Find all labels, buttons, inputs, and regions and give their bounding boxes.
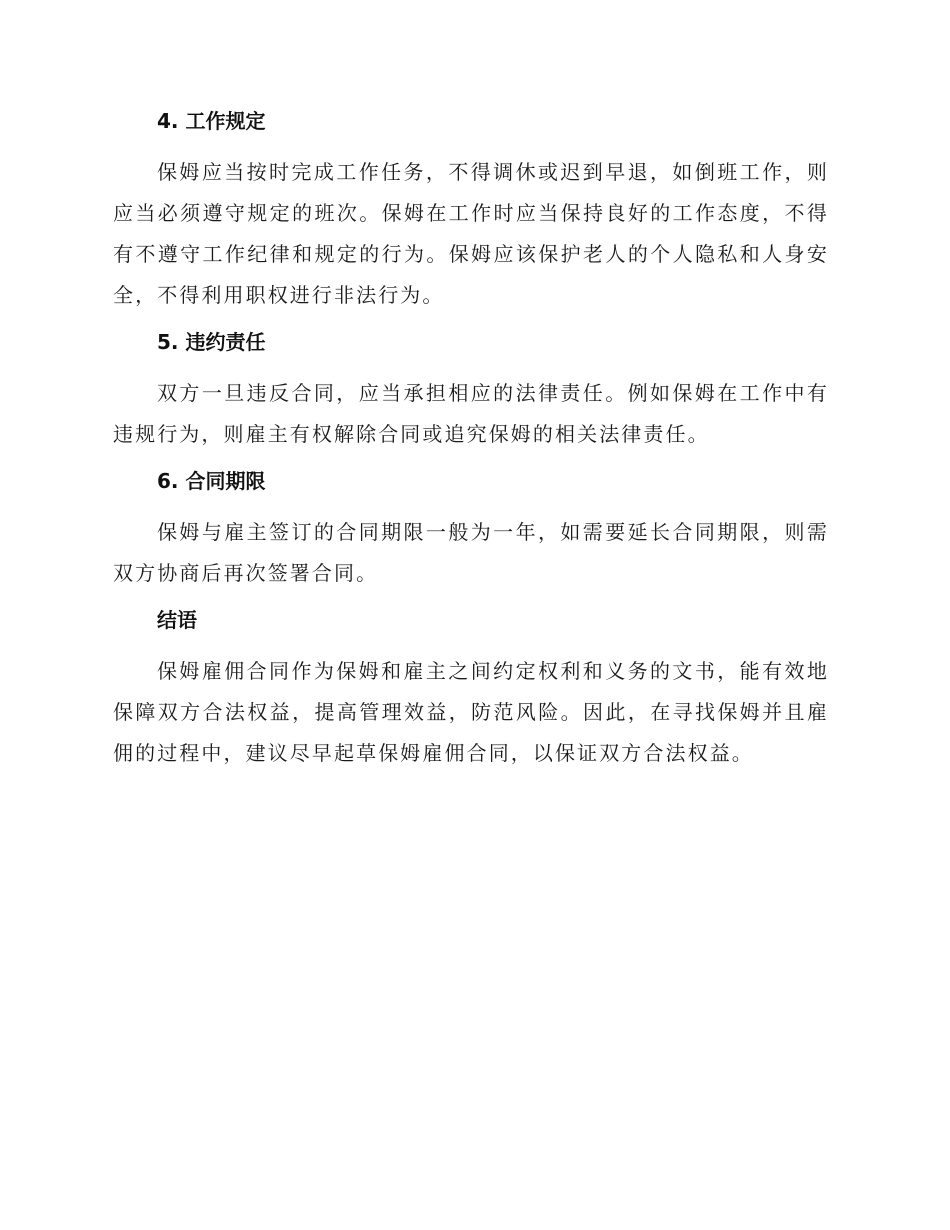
section-contract-term [113,467,829,594]
section-paragraph: 保姆与雇主签订的合同期限一般为一年，如需要延长合同期限，则需双方协商后再次签署合同。 [113,520,829,585]
section-work-rules [113,107,829,316]
section-heading: 6. 合同期限 [157,469,266,493]
section-paragraph: 保姆应当按时完成工作任务，不得调休或迟到早退，如倒班工作，则应当必须遵守规定的班次。保姆在工作时应当保持良好的工作态度，不得有不遵守工作纪律和规定的行为。保姆应该保护老人的个人隐私和人身安全，不得利用职权进行非法行为。 [113,160,829,307]
section-breach-liability [113,328,829,455]
document-body [113,107,829,786]
section-heading: 结语 [157,608,197,632]
section-conclusion [113,606,829,774]
section-heading: 5. 违约责任 [157,330,266,354]
section-paragraph: 保姆雇佣合同作为保姆和雇主之间约定权利和义务的文书，能有效地保障双方合法权益，提高管理效益，防范风险。因此，在寻找保姆并且雇佣的过程中，建议尽早起草保姆雇佣合同，以保证双方合法权益。 [113,659,829,765]
section-paragraph: 双方一旦违反合同，应当承担相应的法律责任。例如保姆在工作中有违规行为，则雇主有权解除合同或追究保姆的相关法律责任。 [113,381,829,446]
section-heading: 4. 工作规定 [157,109,266,133]
